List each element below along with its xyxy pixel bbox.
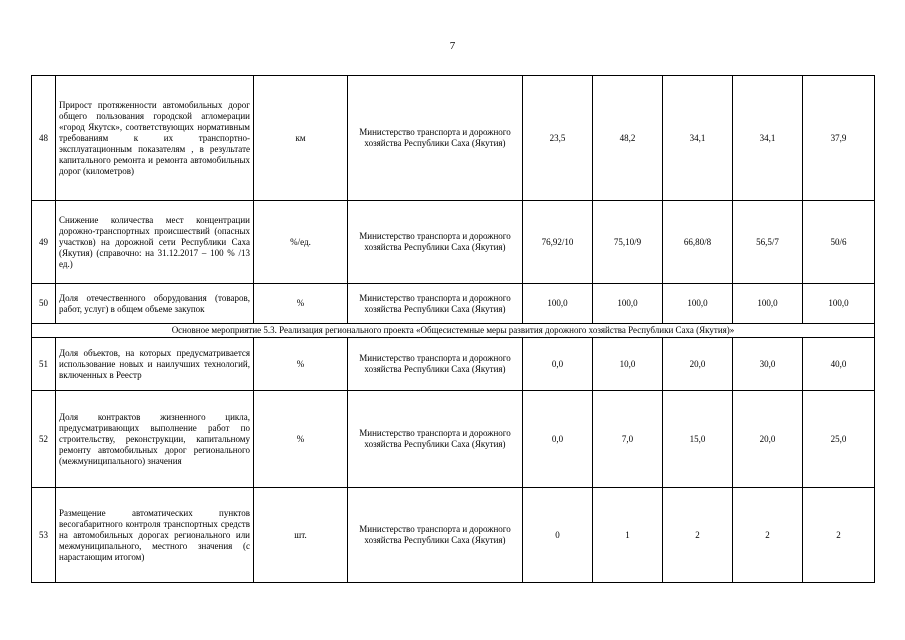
value-cell: 100,0 [593,284,663,324]
row-number: 53 [32,488,56,583]
value-cell: 20,0 [663,338,733,391]
unit: %/ед. [254,201,348,284]
unit: % [254,391,348,488]
indicator-name: Доля объектов, на которых предусматривается использование новых и наилучших технологий, включенных в Реестр [56,338,254,391]
value-cell: 2 [733,488,803,583]
indicators-table [31,75,875,583]
indicator-name: Снижение количества мест концентрации дорожно-транспортных происшествий (опасных участков) на дорожной сети Республики Саха (Якутия) (справочно: на 31.12.2017 – 100 % /13 ед.) [56,201,254,284]
table-row [32,76,875,201]
value-cell: 100,0 [733,284,803,324]
table-row [32,488,875,583]
table-row [32,338,875,391]
value-cell: 1 [593,488,663,583]
page-number: 7 [449,40,456,52]
row-number: 51 [32,338,56,391]
value-cell: 25,0 [803,391,875,488]
responsible-executor: Министерство транспорта и дорожного хозяйства Республики Саха (Якутия) [348,201,523,284]
value-cell: 7,0 [593,391,663,488]
value-cell: 76,92/10 [523,201,593,284]
value-cell: 100,0 [523,284,593,324]
value-cell: 20,0 [733,391,803,488]
value-cell: 56,5/7 [733,201,803,284]
value-cell: 37,9 [803,76,875,201]
section-header-row [32,324,875,338]
value-cell: 66,80/8 [663,201,733,284]
value-cell: 2 [663,488,733,583]
responsible-executor: Министерство транспорта и дорожного хозяйства Республики Саха (Якутия) [348,488,523,583]
value-cell: 0,0 [523,391,593,488]
value-cell: 34,1 [663,76,733,201]
section-title: Основное мероприятие 5.3. Реализация регионального проекта «Общесистемные меры развития дорожного хозяйства Республики Саха (Якутия)» [32,324,875,338]
row-number: 49 [32,201,56,284]
value-cell: 23,5 [523,76,593,201]
unit: шт. [254,488,348,583]
unit: % [254,284,348,324]
value-cell: 10,0 [593,338,663,391]
value-cell: 30,0 [733,338,803,391]
responsible-executor: Министерство транспорта и дорожного хозяйства Республики Саха (Якутия) [348,391,523,488]
unit: км [254,76,348,201]
value-cell: 2 [803,488,875,583]
responsible-executor: Министерство транспорта и дорожного хозяйства Республики Саха (Якутия) [348,284,523,324]
indicator-name: Размещение автоматических пунктов весогабаритного контроля транспортных средств на автомобильных дорогах регионального или межмуниципального, местного значения (с нарастающим итогом) [56,488,254,583]
table-row [32,391,875,488]
row-number: 52 [32,391,56,488]
row-number: 48 [32,76,56,201]
value-cell: 40,0 [803,338,875,391]
table-row [32,201,875,284]
value-cell: 100,0 [663,284,733,324]
indicator-name: Доля отечественного оборудования (товаров, работ, услуг) в общем объеме закупок [56,284,254,324]
value-cell: 48,2 [593,76,663,201]
value-cell: 34,1 [733,76,803,201]
unit: % [254,338,348,391]
table-row [32,284,875,324]
value-cell: 0 [523,488,593,583]
value-cell: 50/6 [803,201,875,284]
value-cell: 100,0 [803,284,875,324]
indicator-name: Доля контрактов жизненного цикла, предусматривающих выполнение работ по строительству, реконструкции, капитальному ремонту автомобильных дорог регионального (межмуниципального) значения [56,391,254,488]
indicator-name: Прирост протяженности автомобильных дорог общего пользования городской агломерации «город Якутск», соответствующих нормативным требованиям к их транспортно-эксплуатационным показателям , в результате капитального ремонта и ремонта автомобильных дорог (километров) [56,76,254,201]
value-cell: 15,0 [663,391,733,488]
value-cell: 0,0 [523,338,593,391]
responsible-executor: Министерство транспорта и дорожного хозяйства Республики Саха (Якутия) [348,338,523,391]
responsible-executor: Министерство транспорта и дорожного хозяйства Республики Саха (Якутия) [348,76,523,201]
row-number: 50 [32,284,56,324]
value-cell: 75,10/9 [593,201,663,284]
